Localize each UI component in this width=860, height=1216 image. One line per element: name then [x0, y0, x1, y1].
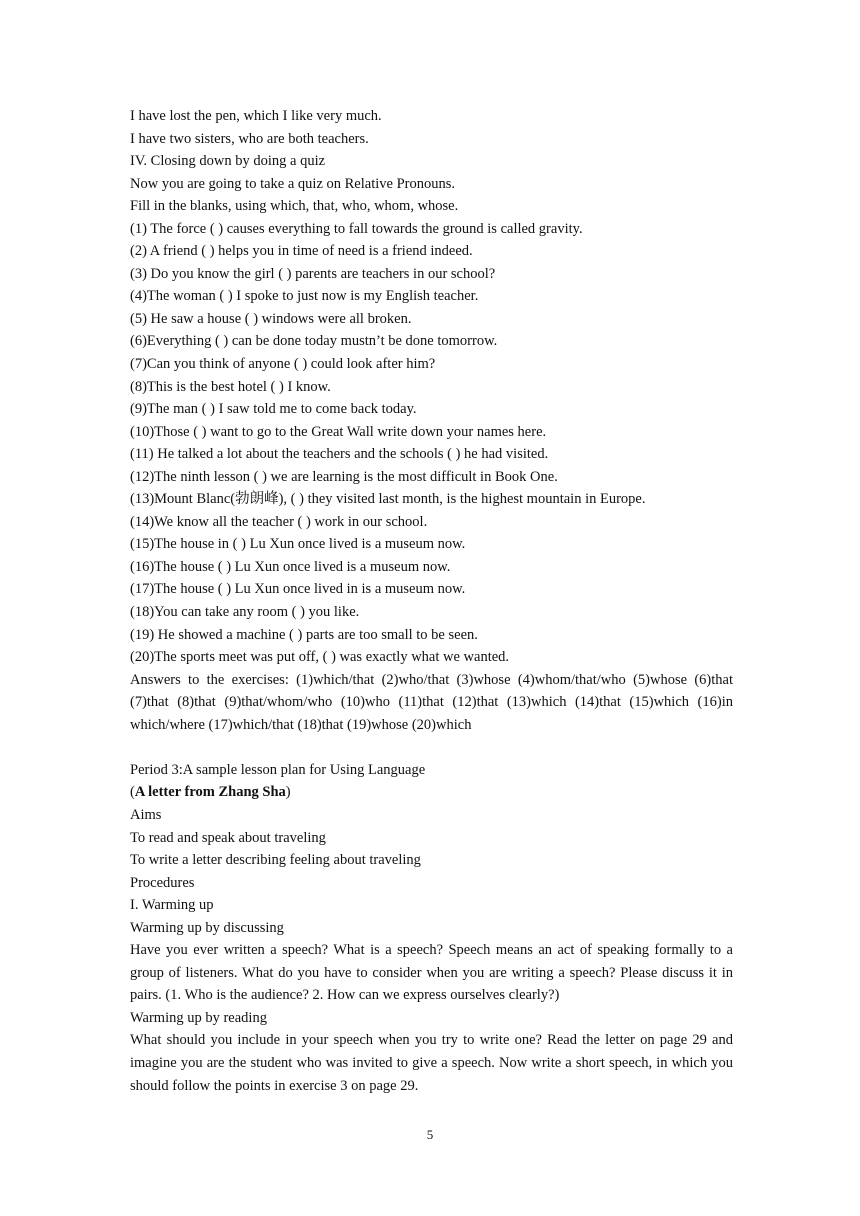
quiz-item: (8)This is the best hotel ( ) I know. [130, 378, 331, 395]
subtitle-open-paren: ( [130, 784, 135, 801]
document-page [130, 105, 733, 1097]
quiz-item: (1) The force ( ) causes everything to fall towards the ground is called gravity. [130, 220, 583, 237]
example-sentence: I have lost the pen, which I like very much. [130, 108, 382, 124]
lesson-subtitle [130, 781, 733, 804]
subsection-heading: Warming up by discussing [130, 919, 284, 936]
quiz-item: (13)Mount Blanc(勃朗峰), ( ) they visited last month, is the highest mountain in Europe. [130, 491, 646, 508]
procedures-heading: Procedures [130, 874, 195, 891]
section-heading: IV. Closing down by doing a quiz [130, 153, 326, 170]
quiz-item: (7)Can you think of anyone ( ) could look after him? [130, 356, 436, 373]
aims-heading: Aims [130, 806, 162, 823]
quiz-item: (10)Those ( ) want to go to the Great Wall write down your names here. [130, 423, 547, 440]
aim-item: To read and speak about traveling [130, 829, 326, 846]
subtitle-bold-text: A letter from Zhang Sha [134, 784, 286, 801]
quiz-item: (18)You can take any room ( ) you like. [130, 604, 360, 621]
reading-paragraph: What should you include in your speech when you try to write one? Read the letter on page 29 and imagine you are the student who was invited to give a speech. Now write a short speech, in which you should follow the points in exercise 3 on page 29. [130, 1032, 733, 1094]
quiz-item: (9)The man ( ) I saw told me to come back today. [130, 401, 417, 418]
subsection-heading: Warming up by reading [130, 1009, 267, 1026]
quiz-item: (4)The woman ( ) I spoke to just now is my English teacher. [130, 288, 479, 305]
quiz-item: (6)Everything ( ) can be done today mustn’t be done tomorrow. [130, 333, 498, 350]
quiz-item: (17)The house ( ) Lu Xun once lived in is a museum now. [130, 581, 466, 598]
discussing-paragraph: Have you ever written a speech? What is a speech? Speech means an act of speaking formally to a group of listeners. What do you have to consider when you are writing a speech? Please discuss it in pairs. (1. Who is the audience? 2. How can we express ourselves clearly?) [130, 942, 733, 1004]
quiz-item: (11) He talked a lot about the teachers and the schools ( ) he had visited. [130, 446, 549, 463]
quiz-instructions: Fill in the blanks, using which, that, who, whom, whose. [130, 198, 459, 215]
aim-item: To write a letter describing feeling about traveling [130, 852, 421, 869]
section-heading: I. Warming up [130, 897, 214, 914]
subtitle-close-paren: ) [285, 784, 291, 801]
quiz-item: (14)We know all the teacher ( ) work in our school. [130, 513, 428, 530]
quiz-item: (15)The house in ( ) Lu Xun once lived is a museum now. [130, 536, 466, 553]
blank-line [130, 736, 733, 759]
quiz-item: (16)The house ( ) Lu Xun once lived is a museum now. [130, 558, 451, 575]
page-number: 5 [426, 1127, 434, 1142]
quiz-list [130, 218, 733, 669]
quiz-intro: Now you are going to take a quiz on Relative Pronouns. [130, 175, 455, 192]
quiz-item: (19) He showed a machine ( ) parts are too small to be seen. [130, 626, 478, 643]
example-sentence: I have two sisters, who are both teachers. [130, 130, 369, 147]
quiz-item: (12)The ninth lesson ( ) we are learning is the most difficult in Book One. [130, 468, 558, 485]
quiz-item: (5) He saw a house ( ) windows were all broken. [130, 310, 412, 327]
period-title: Period 3:A sample lesson plan for Using Language [130, 761, 426, 778]
quiz-item: (2) A friend ( ) helps you in time of need is a friend indeed. [130, 243, 473, 260]
answers-paragraph: Answers to the exercises: (1)which/that (2)who/that (3)whose (4)whom/that/who (5)whose (6)that (7)that (8)that (9)that/whom/who (10)who (11)that (12)that (13)which (14)that (15)which (16)in which/where (17)which/that (18)that (19)whose (20)which [130, 671, 733, 733]
quiz-item: (3) Do you know the girl ( ) parents are teachers in our school? [130, 265, 496, 282]
quiz-item: (20)The sports meet was put off, ( ) was exactly what we wanted. [130, 649, 510, 666]
